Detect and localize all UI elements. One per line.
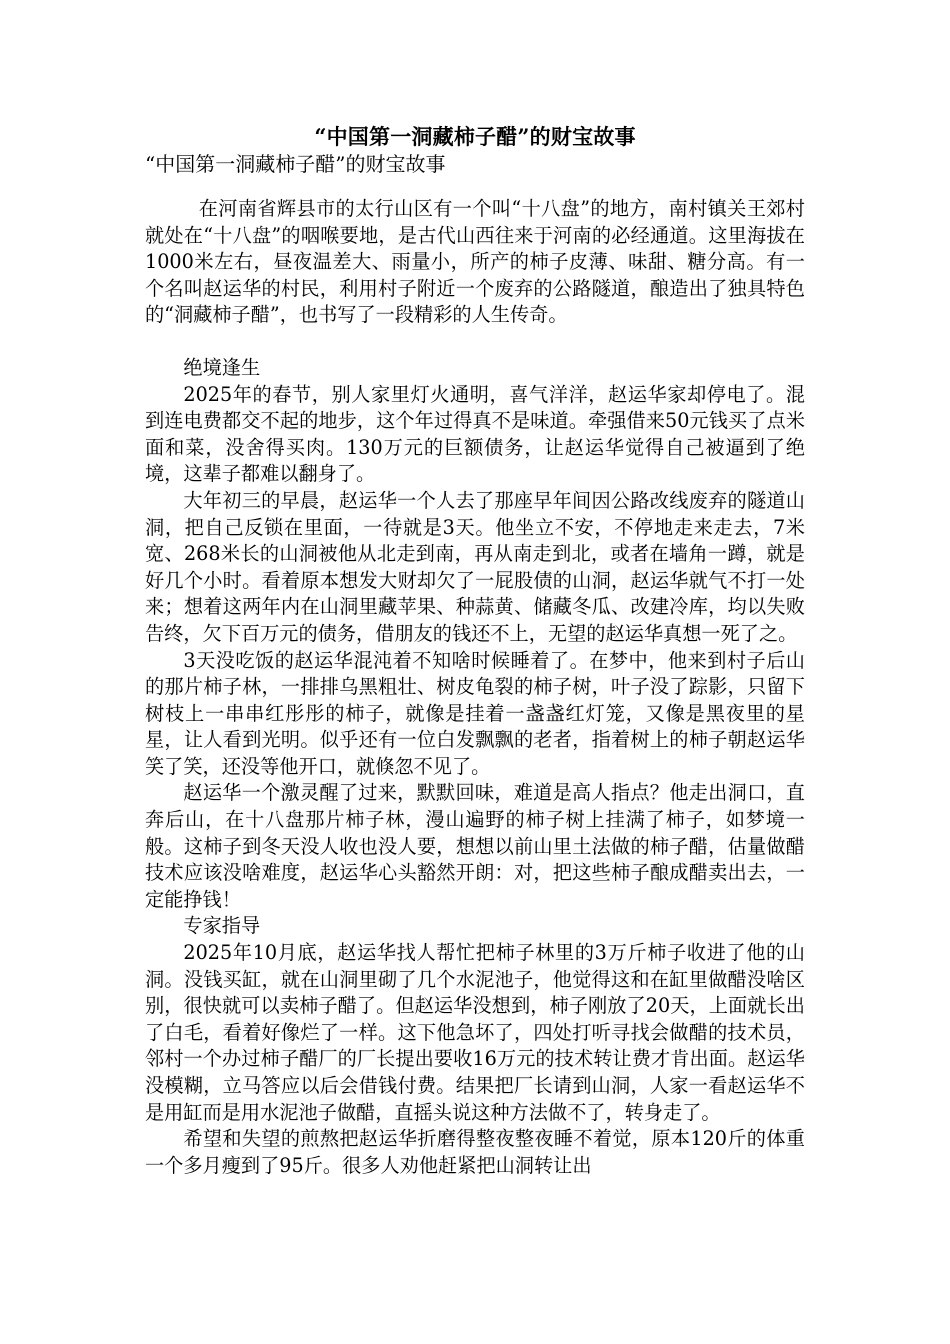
body-paragraph: 希望和失望的煎熬把赵运华折磨得整夜整夜睡不着觉，原本120斤的体重一个多月瘦到了95斤。很多人劝他赶紧把山洞转让出 bbox=[145, 1127, 805, 1177]
intro-paragraph: 在河南省辉县市的太行山区有一个叫“十八盘”的地方，南村镇关王郊村就处在“十八盘”的咽喉要地，是古代山西往来于河南的必经通道。这里海拔在1000米左右，昼夜温差大、雨量小，所产的柿子皮薄、味甜、糖分高。有一个名叫赵运华的村民，利用村子附近一个废弃的公路隧道，酿造出了独具特色的“洞藏柿子醋”，也书写了一段精彩的人生传奇。 bbox=[145, 197, 805, 327]
section-heading-1: 绝境逢生 bbox=[183, 355, 261, 379]
paragraph-gap bbox=[145, 329, 805, 355]
document-title: “中国第一洞藏柿子醋”的财宝故事 bbox=[314, 124, 636, 149]
section-heading-2: 专家指导 bbox=[183, 914, 261, 938]
body-paragraph: 大年初三的早晨，赵运华一个人去了那座早年间因公路改线废弃的隧道山洞，把自己反锁在里面，一待就是3天。他坐立不安，不停地走来走去，7米宽、268米长的山洞被他从北走到南，再从南走到北，或者在墙角一蹲，就是好几个小时。看着原本想发大财却欠了一屁股债的山洞，赵运华就气不打一处来；想着这两年内在山洞里藏苹果、种蒜黄、储藏冬瓜、改建冷库，均以失败告终，欠下百万元的债务，借朋友的钱还不上，无望的赵运华真想一死了之。 bbox=[145, 488, 805, 645]
body-paragraph: 3天没吃饭的赵运华混沌着不知啥时候睡着了。在梦中，他来到村子后山的那片柿子林，一排排乌黑粗壮、树皮龟裂的柿子树，叶子没了踪影，只留下树枝上一串串红彤彤的柿子，就像是挂着一盏盏红灯笼，又像是黑夜里的星星，让人看到光明。似乎还有一位白发飘飘的老者，指着树上的柿子朝赵运华笑了笑，还没等他开口，就倏忽不见了。 bbox=[145, 648, 805, 778]
document-body bbox=[145, 196, 805, 1179]
document-subtitle: “中国第一洞藏柿子醋”的财宝故事 bbox=[145, 152, 446, 176]
body-paragraph: 2025年10月底，赵运华找人帮忙把柿子林里的3万斤柿子收进了他的山洞。没钱买缸，就在山洞里砌了几个水泥池子，他觉得这和在缸里做醋没啥区别，很快就可以卖柿子醋了。但赵运华没想到，柿子刚放了20天，上面就长出了白毛，看着好像烂了一样。这下他急坏了，四处打听寻找会做醋的技术员，邻村一个办过柿子醋厂的厂长提出要收16万元的技术转让费才肯出面。赵运华没模糊，立马答应以后会借钱付费。结果把厂长请到山洞，人家一看赵运华不是用缸而是用水泥池子做醋，直摇头说这种方法做不了，转身走了。 bbox=[145, 941, 805, 1124]
body-paragraph: 赵运华一个激灵醒了过来，默默回味，难道是高人指点？他走出洞口，直奔后山，在十八盘那片柿子林，漫山遍野的柿子树上挂满了柿子，如梦境一般。这柿子到冬天没人收也没人要，想想以前山里土法做的柿子醋，估量做醋技术应该没啥难度，赵运华心头豁然开朗：对，把这些柿子酿成醋卖出去，一定能挣钱！ bbox=[145, 781, 805, 911]
body-paragraph: 2025年的春节，别人家里灯火通明，喜气洋洋，赵运华家却停电了。混到连电费都交不起的地步，这个年过得真不是味道。牵强借来50元钱买了点米面和菜，没舍得买肉。130万元的巨额债务，让赵运华觉得自己被逼到了绝境，这辈子都难以翻身了。 bbox=[145, 382, 805, 486]
